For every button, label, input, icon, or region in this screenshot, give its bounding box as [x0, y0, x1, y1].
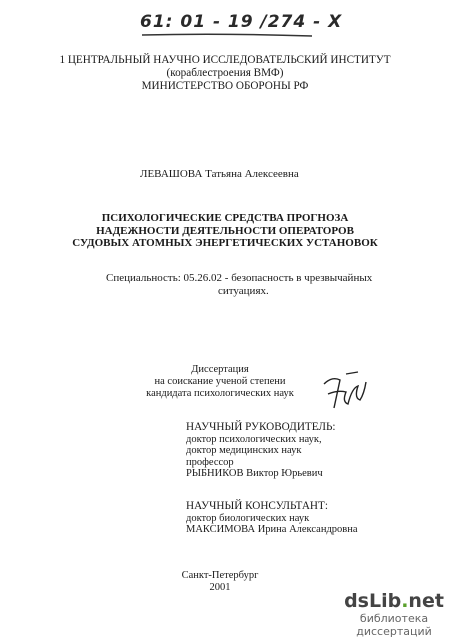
- watermark-logo: [340, 590, 448, 612]
- author-name: ЛЕВАШОВА Татьяна Алексеевна: [140, 168, 299, 180]
- consultant-heading: НАУЧНЫЙ КОНСУЛЬТАНТ:: [186, 500, 328, 512]
- title-line-1: ПСИХОЛОГИЧЕСКИЕ СРЕДСТВА ПРОГНОЗА: [101, 212, 349, 224]
- degree-line-1: Диссертация: [191, 364, 249, 375]
- watermark-logo-main: dsLib: [344, 590, 402, 612]
- consultant-block: [186, 501, 358, 536]
- city: Санкт-Петербург: [181, 570, 259, 581]
- degree-statement: [130, 364, 310, 400]
- watermark-logo-dot: .: [401, 590, 409, 612]
- signature: [318, 368, 370, 418]
- degree-line-3: кандидата психологических наук: [146, 388, 294, 399]
- specialty: [106, 272, 446, 297]
- place-year: [150, 570, 290, 594]
- specialty-line-1: Специальность: 05.26.02 - безопасность в чрезвычайных: [106, 272, 373, 284]
- title-line-3: СУДОВЫХ АТОМНЫХ ЭНЕРГЕТИЧЕСКИХ УСТАНОВОК: [72, 237, 378, 249]
- supervisor-name: РЫБНИКОВ Виктор Юрьевич: [186, 468, 323, 479]
- watermark-caption: библиотека диссертаций: [356, 612, 432, 638]
- supervisor-degree-1: доктор психологических наук,: [186, 433, 322, 445]
- consultant-name: МАКСИМОВА Ирина Александровна: [186, 524, 358, 535]
- supervisor-degree-2: доктор медицинских наук: [186, 445, 302, 456]
- institution-branch: (кораблестроения ВМФ): [166, 67, 284, 79]
- consultant-degree: доктор биологических наук: [186, 512, 310, 524]
- ministry-name: МИНИСТЕРСТВО ОБОРОНЫ РФ: [141, 80, 309, 92]
- stamp-underline: [140, 32, 315, 38]
- archive-stamp: 61: 01 - 19 /274 - X: [140, 12, 343, 32]
- watermark-logo-tld: net: [408, 590, 444, 612]
- institution-header: [0, 54, 450, 93]
- dissertation-title: [0, 212, 450, 250]
- title-line-2: НАДЕЖНОСТИ ДЕЯТЕЛЬНОСТИ ОПЕРАТОРОВ: [96, 224, 354, 237]
- degree-line-2: на соискание ученой степени: [154, 376, 286, 387]
- specialty-line-2: ситуациях.: [218, 284, 269, 297]
- institution-name: 1 ЦЕНТРАЛЬНЫЙ НАУЧНО ИССЛЕДОВАТЕЛЬСКИЙ ИНСТИТУТ: [59, 54, 391, 66]
- year: 2001: [209, 582, 231, 593]
- supervisor-heading: НАУЧНЫЙ РУКОВОДИТЕЛЬ:: [186, 421, 336, 433]
- supervisor-block: [186, 422, 336, 480]
- watermark: [340, 590, 448, 638]
- supervisor-rank: профессор: [186, 456, 234, 468]
